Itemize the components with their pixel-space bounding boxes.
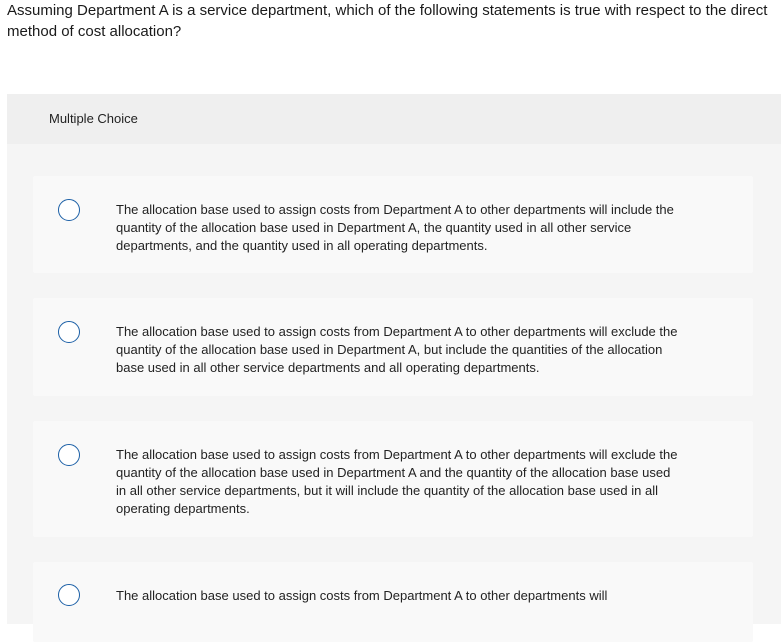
radio-button-icon[interactable]	[58, 321, 80, 343]
answer-option-3[interactable]	[33, 421, 753, 537]
answer-option-1[interactable]	[33, 176, 753, 273]
radio-button-icon[interactable]	[58, 199, 80, 221]
answer-option-text: The allocation base used to assign costs from Department A to other departments will include the quantity of the allocation base used in Department A, the quantity used in all other service departments, and the quantity used in all operating departments.	[116, 202, 674, 253]
radio-button-icon[interactable]	[58, 584, 80, 606]
answer-option-4[interactable]	[33, 562, 753, 642]
answer-option-text: The allocation base used to assign costs from Department A to other departments will	[116, 588, 608, 603]
answer-option-2[interactable]	[33, 298, 753, 396]
multiple-choice-label: Multiple Choice	[49, 111, 138, 126]
radio-button-icon[interactable]	[58, 444, 80, 466]
question-text: Assuming Department A is a service department, which of the following statements is true with respect to the direct method of cost allocation?	[7, 2, 768, 40]
answer-option-text: The allocation base used to assign costs from Department A to other departments will exclude the quantity of the allocation base used in Department A, but include the quantities of the allocation base used in all other service departments and all operating departments.	[116, 324, 678, 375]
panel-header	[7, 94, 781, 144]
multiple-choice-panel	[7, 94, 781, 624]
answer-option-text: The allocation base used to assign costs from Department A to other departments will exclude the quantity of the allocation base used in Department A and the quantity of the allocation base used in all other service departments, but it will include the quantity of the allocation base used in all operating departments.	[116, 447, 678, 516]
